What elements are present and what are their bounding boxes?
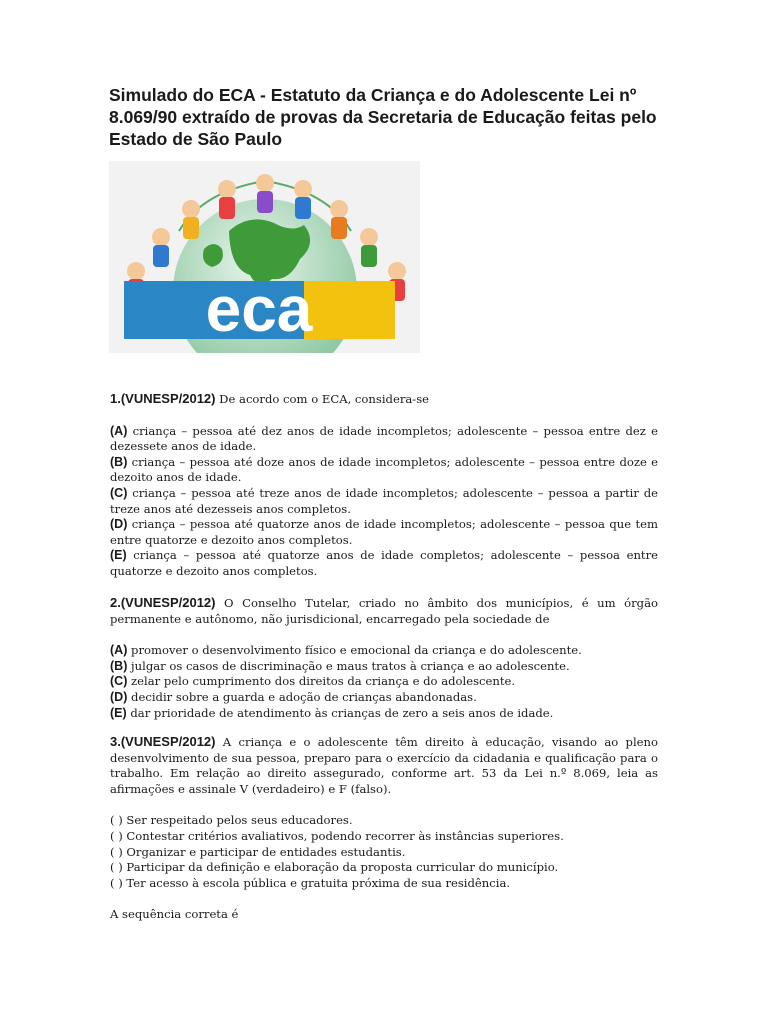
statement-3-3: ( ) Organizar e participar de entidades estudantis. — [110, 844, 406, 859]
question-3 — [110, 734, 658, 923]
statement-3-1: ( ) Ser respeitado pelos seus educadores. — [110, 813, 353, 828]
eca-logo-image — [109, 161, 420, 353]
statement-3-5: ( ) Ter acesso à escola pública e gratuita próxima de sua residência. — [110, 875, 511, 890]
option-1d: (D) criança – pessoa até quatorze anos de idade incompletos; adolescente – pessoa que tem entre quatorze e dezoito anos completos. — [110, 517, 658, 547]
option-2b: (B) julgar os casos de discriminação e maus tratos à criança e ao adolescente. — [110, 658, 570, 673]
eca-logo-text: eca — [205, 273, 313, 345]
question-2-stem: 2.(VUNESP/2012) O Conselho Tutelar, criado no âmbito dos municípios, é um órgão permanente e autônomo, não jurisdicional, encarregado pela sociedade de — [110, 595, 658, 626]
option-2e: (E) dar prioridade de atendimento às crianças de zero a seis anos de idade. — [110, 705, 554, 720]
question-1 — [110, 391, 658, 580]
question-3-number: 3. — [110, 734, 121, 749]
question-1-source: (VUNESP/2012) — [120, 391, 216, 406]
question-3-source: (VUNESP/2012) — [120, 734, 216, 749]
question-2-number: 2. — [110, 595, 121, 610]
question-1-number: 1. — [110, 391, 121, 406]
question-2-source: (VUNESP/2012) — [120, 595, 216, 610]
statement-3-2: ( ) Contestar critérios avaliativos, podendo recorrer às instâncias superiores. — [110, 828, 564, 843]
option-2a: (A) promover o desenvolvimento físico e emocional da criança e do adolescente. — [110, 643, 582, 658]
question-1-stem: 1.(VUNESP/2012) De acordo com o ECA, considera-se — [110, 391, 429, 406]
statement-3-4: ( ) Participar da definição e elaboração da proposta curricular do município. — [110, 860, 559, 875]
question-3-stem: 3.(VUNESP/2012) A criança e o adolescente têm direito à educação, visando ao pleno desenvolvimento de sua pessoa, preparo para o exercício da cidadania e qualificação para o trabalho. Em relação ao direito assegurado, conforme art. 53 da Lei n.º 8.069, leia as afirmações e assinale V (verdadeiro) e F (falso). — [110, 734, 658, 796]
option-1c: (C) criança – pessoa até treze anos de idade incompletos; adolescente – pessoa a partir de treze anos até dezesseis anos completos. — [110, 485, 658, 516]
option-1a: (A) criança – pessoa até dez anos de idade incompletos; adolescente – pessoa entre dez e dezessete anos de idade. — [110, 423, 658, 454]
question-3-closing: A sequência correta é — [110, 907, 239, 922]
option-1b: (B) criança – pessoa até doze anos de idade incompletos; adolescente – pessoa entre doze e dezoito anos de idade. — [110, 454, 658, 485]
document-title: Simulado do ECA - Estatuto da Criança e do Adolescente Lei nº 8.069/90 extraído de provas da Secretaria de Educação feitas pelo Estado de São Paulo — [109, 85, 657, 149]
option-2c: (C) zelar pelo cumprimento dos direitos da criança e do adolescente. — [110, 674, 516, 689]
option-1e: (E) criança – pessoa até quatorze anos de idade completos; adolescente – pessoa entre quatorze e dezoito anos completos. — [110, 548, 658, 578]
option-2d: (D) decidir sobre a guarda e adoção de crianças abandonadas. — [110, 689, 477, 704]
question-2 — [110, 595, 658, 721]
